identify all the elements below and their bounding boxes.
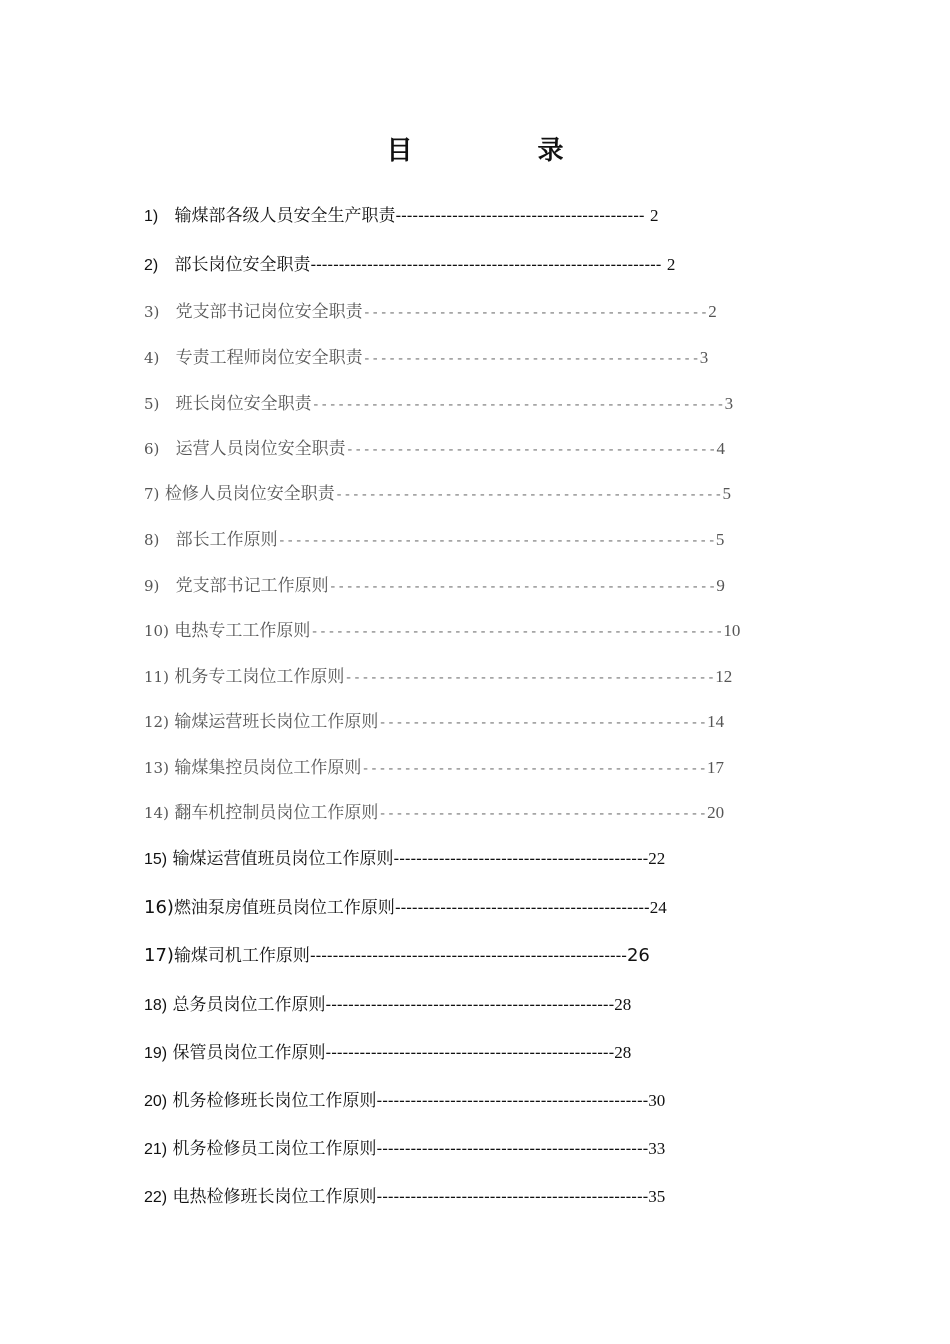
toc-entry-page: 2 [666, 255, 676, 274]
toc-entry-number: 3) [144, 303, 160, 321]
toc-entry-number: 13) [144, 759, 169, 777]
toc-entry-leader: -------------------------------------------------------------- [310, 255, 662, 274]
toc-entry-title: 电热检修班长岗位工作原则 [172, 1187, 377, 1207]
toc-entry-number: 4) [144, 349, 160, 367]
toc-entry-leader: -------------------------------------------- [395, 206, 645, 225]
toc-entry-title: 部长工作原则 [175, 530, 278, 550]
toc-entry-22[interactable] [144, 1186, 665, 1209]
toc-entry-number: 16) [144, 897, 174, 918]
toc-entry-number: 9) [144, 577, 160, 595]
toc-entry-title: 机务检修班长岗位工作原则 [172, 1091, 377, 1111]
toc-entry-number: 2) [144, 257, 159, 274]
toc-entry-title: 输煤部各级人员安全生产职责 [174, 206, 396, 226]
toc-entry-page: 9 [716, 576, 725, 595]
toc-entry-page: 14 [707, 712, 725, 731]
toc-entry-leader: ------------------------------------------------- [310, 624, 724, 640]
toc-entry-number: 14) [144, 804, 169, 822]
toc-entry-page: 28 [614, 995, 632, 1014]
toc-entry-leader: ------------------------------------------------- [311, 397, 725, 413]
toc-entry-title: 党支部书记工作原则 [175, 576, 329, 596]
toc-entry-9[interactable] [144, 575, 725, 598]
toc-entry-leader: --------------------------------------------------- [325, 995, 615, 1014]
toc-entry-6[interactable] [144, 438, 725, 461]
toc-entry-1[interactable] [144, 205, 658, 228]
toc-entry-number: 1) [144, 208, 159, 225]
toc-entry-21[interactable] [144, 1138, 665, 1161]
toc-entry-page: 20 [707, 803, 725, 822]
toc-entry-15[interactable] [144, 848, 665, 871]
toc-entry-leader: ------------------------------------------------ [376, 1187, 649, 1206]
toc-entry-number: 10) [144, 622, 169, 640]
toc-entry-title: 党支部书记岗位安全职责 [175, 302, 363, 322]
toc-entry-title: 输煤集控员岗位工作原则 [174, 758, 362, 778]
toc-entry-3[interactable] [144, 301, 717, 324]
toc-entry-number: 18) [144, 997, 168, 1014]
toc-entry-leader: ---------------------------------------------- [328, 579, 717, 595]
toc-entry-4[interactable] [144, 347, 708, 370]
toc-entry-number: 20) [144, 1093, 168, 1110]
toc-entry-page: 2 [708, 302, 717, 321]
toc-entry-20[interactable] [144, 1090, 665, 1113]
toc-entry-leader: --------------------------------------- [378, 715, 708, 731]
toc-entry-title: 机务检修员工岗位工作原则 [172, 1139, 377, 1159]
toc-entry-title: 班长岗位安全职责 [175, 394, 312, 414]
toc-entry-title: 机务专工岗位工作原则 [174, 667, 345, 687]
toc-entry-leader: -------------------------------------------- [345, 442, 717, 458]
toc-entry-page: 10 [723, 621, 741, 640]
toc-entry-7[interactable] [144, 483, 731, 506]
toc-entry-title: 部长岗位安全职责 [174, 255, 311, 275]
toc-entry-page: 28 [614, 1043, 632, 1062]
toc-entry-number: 7) [144, 485, 160, 503]
toc-entry-page: 5 [722, 484, 732, 503]
toc-entry-leader: ---------------------------------------- [362, 351, 700, 367]
toc-entry-title: 运营人员岗位安全职责 [175, 439, 346, 459]
toc-entry-page: 22 [648, 849, 666, 868]
toc-entry-title: 输煤运营值班员岗位工作原则 [172, 849, 394, 869]
toc-entry-title: 输煤司机工作原则 [173, 946, 310, 966]
toc-entry-2[interactable] [144, 254, 675, 277]
toc-entry-number: 6) [144, 440, 160, 458]
toc-entry-number: 11) [144, 668, 169, 686]
toc-entry-title: 翻车机控制员岗位工作原则 [174, 803, 379, 823]
toc-entry-leader: ---------------------------------------------------- [277, 533, 716, 549]
toc-entry-12[interactable] [144, 711, 724, 734]
toc-entry-leader: --------------------------------------------- [394, 898, 650, 917]
toc-entry-18[interactable] [144, 994, 631, 1017]
toc-entry-title: 总务员岗位工作原则 [172, 995, 326, 1015]
toc-entry-14[interactable] [144, 802, 724, 825]
toc-entry-number: 12) [144, 713, 169, 731]
toc-entry-page: 35 [648, 1187, 666, 1206]
toc-entry-page: 30 [648, 1091, 666, 1110]
toc-entry-13[interactable] [144, 757, 724, 780]
toc-entry-title: 输煤运营班长岗位工作原则 [174, 712, 379, 732]
toc-entry-10[interactable] [144, 620, 740, 643]
toc-entry-page: 24 [649, 898, 667, 917]
toc-entry-number: 17) [144, 945, 174, 966]
toc-entry-number: 21) [144, 1141, 168, 1158]
toc-entry-title: 保管员岗位工作原则 [172, 1043, 326, 1063]
toc-entry-16[interactable] [144, 897, 667, 919]
toc-entry-page: 5 [715, 530, 725, 549]
toc-entry-page: 3 [699, 348, 709, 367]
toc-entry-leader: ------------------------------------------------ [376, 1091, 649, 1110]
toc-entry-page: 3 [724, 394, 734, 413]
toc-entry-leader: ----------------------------------------- [361, 761, 707, 777]
toc-entry-19[interactable] [144, 1042, 631, 1065]
toc-entry-number: 15) [144, 851, 168, 868]
page-title: 目 录 [386, 136, 622, 166]
toc-entry-title: 检修人员岗位安全职责 [164, 484, 335, 504]
toc-entry-page: 33 [648, 1139, 666, 1158]
toc-entry-title: 燃油泵房值班员岗位工作原则 [173, 898, 395, 918]
toc-entry-leader: ----------------------------------------- [362, 305, 709, 321]
toc-entry-page: 17 [706, 758, 724, 777]
toc-entry-number: 8) [144, 531, 160, 549]
toc-entry-title: 专责工程师岗位安全职责 [175, 348, 363, 368]
toc-entry-page: 2 [649, 206, 659, 225]
toc-entry-leader: ---------------------------------------------- [334, 487, 723, 503]
toc-entry-leader: --------------------------------------- [378, 806, 708, 822]
toc-entry-leader: -------------------------------------------------------- [309, 946, 627, 965]
toc-entry-title: 电热专工工作原则 [174, 621, 311, 641]
toc-entry-5[interactable] [144, 393, 733, 416]
toc-entry-leader: ------------------------------------------------ [376, 1139, 649, 1158]
toc-entry-leader: --------------------------------------------------- [325, 1043, 615, 1062]
toc-entry-leader: -------------------------------------------- [344, 670, 716, 686]
toc-entry-page: 12 [715, 667, 733, 686]
toc-entry-17[interactable] [144, 945, 650, 967]
toc-entry-8[interactable] [144, 529, 724, 552]
toc-entry-number: 19) [144, 1045, 168, 1062]
toc-entry-number: 5) [144, 395, 160, 413]
toc-entry-page: 4 [716, 439, 725, 458]
toc-entry-page: 26 [626, 945, 650, 966]
toc-entry-leader: --------------------------------------------- [393, 849, 649, 868]
toc-entry-11[interactable] [144, 666, 732, 689]
toc-entry-number: 22) [144, 1189, 168, 1206]
